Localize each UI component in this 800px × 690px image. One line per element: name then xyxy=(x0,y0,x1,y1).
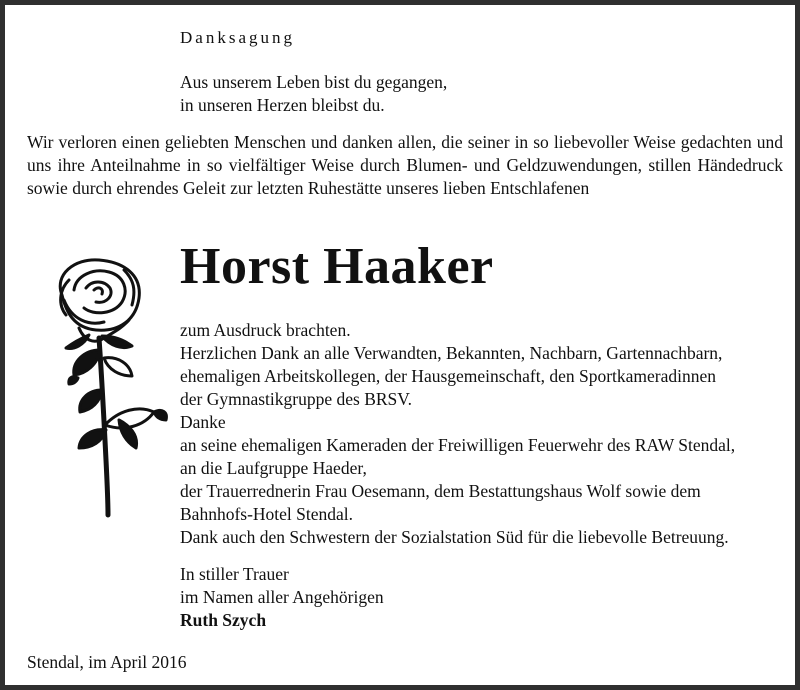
closing-line: In stiller Trauer xyxy=(180,564,289,584)
body-line: der Trauerrednerin Frau Oesemann, dem Bestattungshaus Wolf sowie dem xyxy=(180,481,701,501)
signature: Ruth Szych xyxy=(180,610,267,630)
rose-illustration xyxy=(44,250,174,520)
body-line: an die Laufgruppe Haeder, xyxy=(180,458,367,478)
place-date: Stendal, im April 2016 xyxy=(27,652,187,672)
body-line: ehemaligen Arbeitskollegen, der Hausgemeinschaft, den Sportkameradinnen xyxy=(180,366,717,386)
body-line: Dank auch den Schwestern der Sozialstation Süd für die liebevolle Betreuung. xyxy=(180,527,729,547)
intro-text: Wir verloren einen geliebten Menschen und danken allen, die seiner in so liebevoller Weise gedachten und uns ihre Anteilnahme in so vielfältiger Weise durch Blumen- und Geldzuwendungen, stillen Händedruck sowie durch ehrendes Geleit zur letzten Ruhestätte unseres lieben Entschlafenen xyxy=(27,132,783,198)
body-line: an seine ehemaligen Kameraden der Freiwilligen Feuerwehr des RAW Stendal, xyxy=(180,435,736,455)
motto-line: Aus unserem Leben bist du gegangen, xyxy=(180,72,448,92)
deceased-name: Horst Haaker xyxy=(180,238,494,295)
closing xyxy=(180,563,384,632)
motto-line: in unseren Herzen bleibst du. xyxy=(180,95,385,115)
body-line: Herzlichen Dank an alle Verwandten, Bekannten, Nachbarn, Gartennachbarn, xyxy=(180,343,723,363)
notice-heading: Danksagung xyxy=(180,28,295,47)
body-line: Danke xyxy=(180,412,226,432)
closing-line: im Namen aller Angehörigen xyxy=(180,587,384,607)
body-line: der Gymnastikgruppe des BRSV. xyxy=(180,389,413,409)
obituary-notice xyxy=(10,10,800,690)
body-line: Bahnhofs-Hotel Stendal. xyxy=(180,504,354,524)
motto xyxy=(180,71,447,117)
body-line: zum Ausdruck brachten. xyxy=(180,320,351,340)
thanks-body xyxy=(180,319,735,549)
